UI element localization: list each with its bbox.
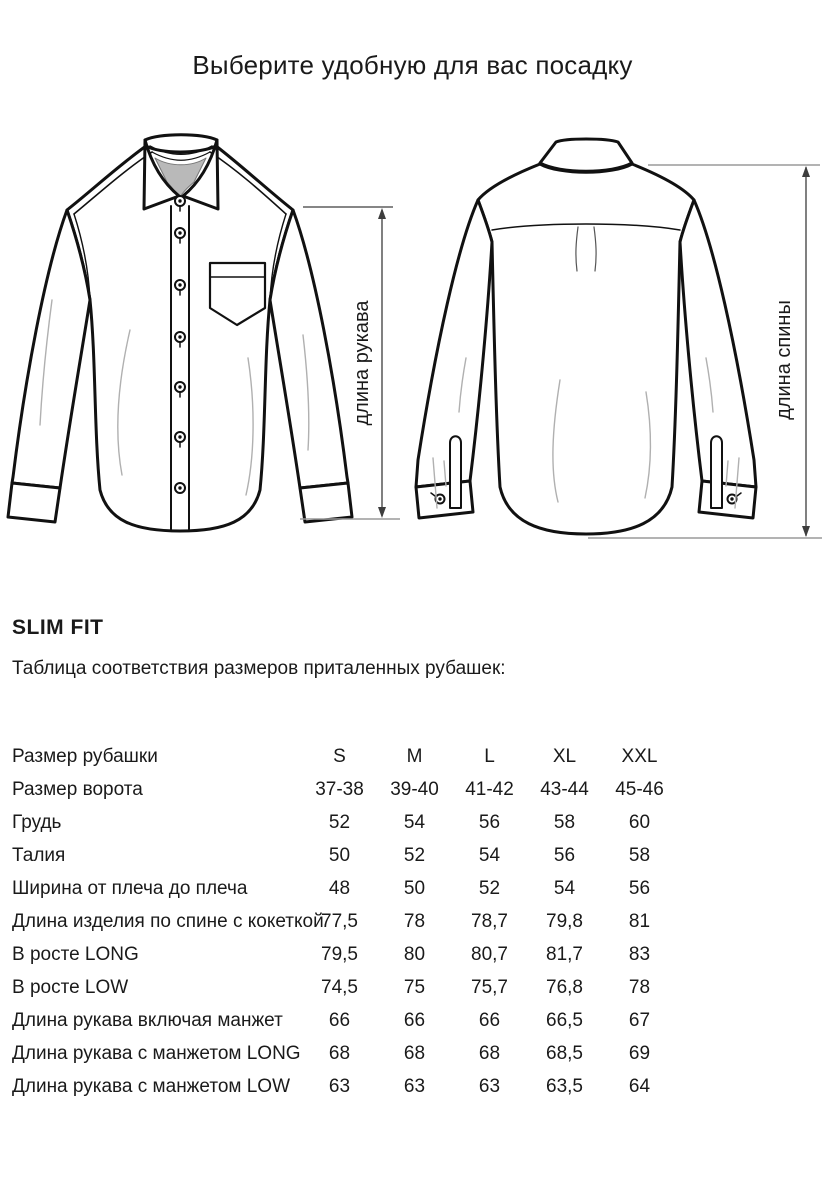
front-cuff-right — [300, 483, 352, 522]
cell-value: 66,5 — [546, 1009, 583, 1031]
cell-value: 66 — [328, 1009, 351, 1031]
cell-value: 81 — [628, 910, 651, 932]
cell-value: 78 — [628, 976, 651, 998]
size-table — [12, 740, 677, 1103]
row-label: Длина изделия по спине с кокеткой — [12, 910, 324, 932]
page-title: Выберите удобную для вас посадку — [192, 50, 633, 80]
cell-value: 78,7 — [471, 910, 508, 932]
cell-value: 63 — [403, 1075, 426, 1097]
table-row — [12, 773, 677, 806]
cell-value: 66 — [478, 1009, 501, 1031]
row-label: Талия — [12, 844, 66, 866]
cell-value: 52 — [328, 811, 351, 833]
row-label: Ширина от плеча до плеча — [12, 877, 248, 899]
cell-value: 54 — [403, 811, 426, 833]
cell-value: 68 — [478, 1042, 501, 1064]
cell-value: 75 — [403, 976, 426, 998]
sleeve-length-label: длина рукава — [351, 300, 373, 426]
arrowhead-up-icon — [378, 208, 386, 219]
cell-value: 56 — [628, 877, 651, 899]
cell-value: 68,5 — [546, 1042, 583, 1064]
table-row — [12, 1070, 677, 1103]
cell-value: 48 — [328, 877, 351, 899]
cell-value: 45-46 — [615, 778, 664, 800]
table-row — [12, 905, 677, 938]
cell-value: 68 — [328, 1042, 351, 1064]
table-row — [12, 872, 677, 905]
cell-value: 56 — [553, 844, 576, 866]
cell-value: XXL — [621, 745, 658, 767]
back-body — [478, 164, 694, 534]
cell-value: 50 — [328, 844, 351, 866]
cell-value: 56 — [478, 811, 501, 833]
collar-top-edge — [145, 135, 217, 140]
cell-value: 83 — [628, 943, 651, 965]
button-icon — [175, 483, 185, 493]
size-table-body — [12, 740, 677, 1103]
shirt-back-drawing — [416, 139, 756, 534]
cell-value: 78 — [403, 910, 426, 932]
table-row — [12, 806, 677, 839]
cell-value: 80,7 — [471, 943, 508, 965]
cell-value: S — [333, 745, 346, 767]
shirt-diagrams — [0, 130, 825, 580]
back-collar — [540, 139, 632, 171]
cell-value: 60 — [628, 811, 651, 833]
section-heading: SLIM FIT — [12, 616, 104, 639]
cell-value: 41-42 — [465, 778, 514, 800]
arrowhead-up-icon — [802, 166, 810, 177]
cell-value: 69 — [628, 1042, 651, 1064]
shirt-front-drawing — [8, 135, 352, 531]
front-cuff-left — [8, 483, 60, 522]
cell-value: 50 — [403, 877, 426, 899]
cell-value: 67 — [628, 1009, 651, 1031]
cell-value: 43-44 — [540, 778, 589, 800]
row-label: В росте LOW — [12, 976, 129, 998]
front-sleeve-left — [12, 210, 90, 488]
cell-value: 66 — [403, 1009, 426, 1031]
row-label: В росте LONG — [12, 943, 139, 965]
cell-value: 37-38 — [315, 778, 364, 800]
cell-value: 54 — [553, 877, 576, 899]
cell-value: 74,5 — [321, 976, 358, 998]
row-label: Размер рубашки — [12, 745, 158, 767]
cell-value: 63,5 — [546, 1075, 583, 1097]
cell-value: 64 — [628, 1075, 651, 1097]
cell-value: 52 — [403, 844, 426, 866]
shirt-diagram-canvas — [0, 130, 825, 580]
back-length-label: длина спины — [773, 300, 795, 420]
cell-value: 75,7 — [471, 976, 508, 998]
cell-value: M — [406, 745, 423, 767]
cell-value: 39-40 — [390, 778, 439, 800]
cell-value: 68 — [403, 1042, 426, 1064]
cell-value: 79,8 — [546, 910, 583, 932]
cell-value: 58 — [628, 844, 651, 866]
row-label: Размер ворота — [12, 778, 143, 800]
row-label: Грудь — [12, 811, 62, 833]
arrowhead-down-icon — [802, 526, 810, 537]
cell-value: L — [484, 745, 495, 767]
cell-value: 63 — [478, 1075, 501, 1097]
table-row — [12, 839, 677, 872]
cell-value: 63 — [328, 1075, 351, 1097]
cell-value: 76,8 — [546, 976, 583, 998]
row-label: Длина рукава с манжетом LONG — [12, 1042, 301, 1064]
cell-value: 80 — [403, 943, 426, 965]
row-label: Длина рукава с манжетом LOW — [12, 1075, 291, 1097]
cell-value: XL — [552, 745, 577, 767]
cell-value: 58 — [553, 811, 576, 833]
cell-value: 81,7 — [546, 943, 583, 965]
cell-value: 54 — [478, 844, 501, 866]
table-row — [12, 971, 677, 1004]
cell-value: 52 — [478, 877, 501, 899]
arrowhead-down-icon — [378, 507, 386, 518]
cell-value: 79,5 — [321, 943, 358, 965]
cell-value: 77,5 — [321, 910, 358, 932]
table-row — [12, 1037, 677, 1070]
table-row — [12, 1004, 677, 1037]
table-row — [12, 740, 677, 773]
row-label: Длина рукава включая манжет — [12, 1009, 283, 1031]
front-sleeve-right — [270, 210, 348, 488]
section-subtitle: Таблица соответствия размеров приталенных рубашек: — [12, 658, 506, 679]
table-row — [12, 938, 677, 971]
